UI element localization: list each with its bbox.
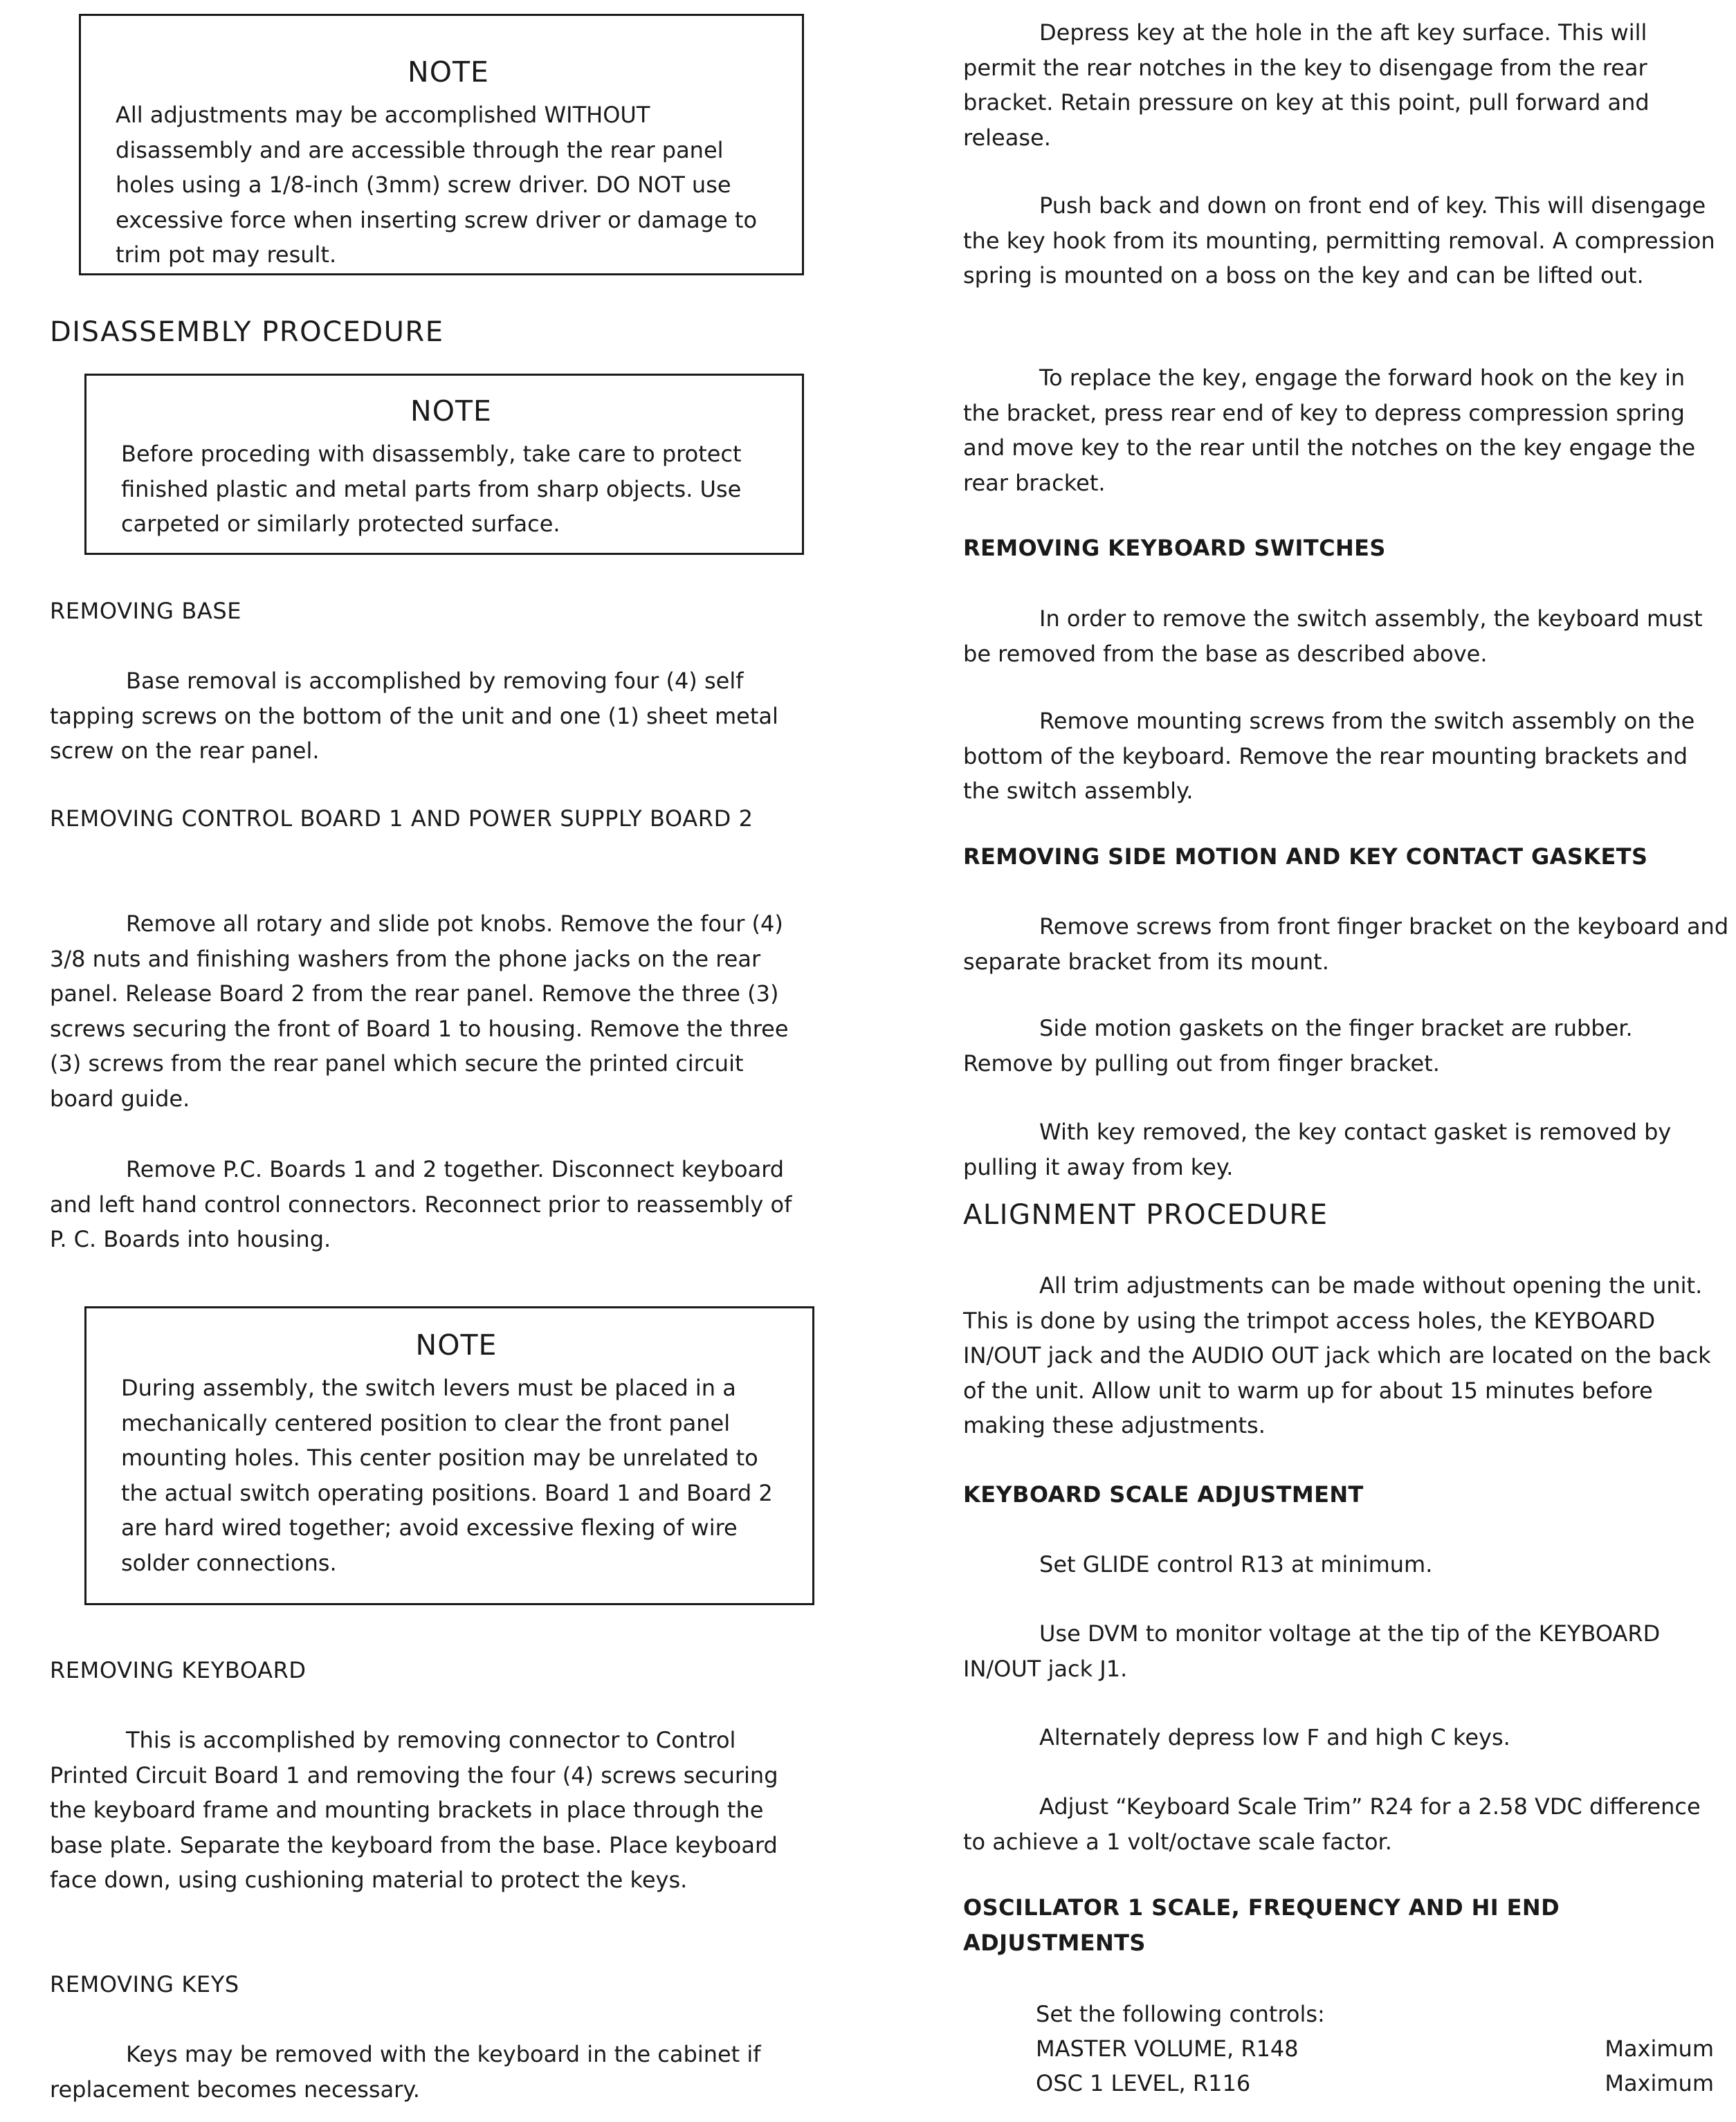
paragraph-push-back-key: Push back and down on front end of key. This will disengage the key hook from its mounting, permitting removal. A compression spring is mounted on a boss on the key and can be lifted out. [963,192,1715,289]
subheading-removing-base: REMOVING BASE [50,598,242,624]
controls-intro: Set the following controls: [1036,2001,1325,2027]
paragraph-replace-key: To replace the key, engage the forward hook on the key in the bracket, press rear end of key to depress compression spring and move key to the rear until the notches on the key engage the rear bracket. [963,365,1696,496]
section-heading-alignment: ALIGNMENT PROCEDURE [963,1199,1328,1231]
subheading-removing-control-board: REMOVING CONTROL BOARD 1 AND POWER SUPPLY BOARD 2 [50,805,753,832]
note-box-protection [84,374,804,555]
subheading-removing-keys: REMOVING KEYS [50,1971,239,1997]
subheading-removing-gaskets: REMOVING SIDE MOTION AND KEY CONTACT GASKETS [963,843,1648,870]
paragraph-key-contact-gasket: With key removed, the key contact gasket is removed by pulling it away from key. [963,1119,1672,1180]
paragraph-side-motion-gaskets: Side motion gaskets on the finger bracket are rubber. Remove by pulling out from finger bracket. [963,1015,1633,1077]
paragraph-adjust-scale-trim: Adjust “Keyboard Scale Trim” R24 for a 2.58 VDC difference to achieve a 1 volt/octave scale factor. [963,1793,1701,1855]
paragraph-finger-bracket: Remove screws from front finger bracket on the keyboard and separate bracket from its mount. [963,913,1729,975]
subheading-keyboard-scale-adjustment: KEYBOARD SCALE ADJUSTMENT [963,1481,1364,1508]
paragraph-control-board-removal: Remove all rotary and slide pot knobs. Remove the four (4) 3/8 nuts and finishing washers from the phone jacks on the rear panel. Release Board 2 from the rear panel. Remove the three (3) screws securing the front of Board 1 to housing. Remove the three (3) screws from the rear panel which secure the printed circuit board guide. [50,911,789,1112]
control-row [1036,2032,1714,2065]
section-heading-disassembly: DISASSEMBLY PROCEDURE [50,316,444,348]
note-title: NOTE [410,394,492,428]
paragraph-pc-boards-removal: Remove P.C. Boards 1 and 2 together. Disconnect keyboard and left hand control connectors. Reconnect prior to reassembly of P. C. Boards into housing. [50,1156,792,1253]
paragraph-use-dvm: Use DVM to monitor voltage at the tip of the KEYBOARD IN/OUT jack J1. [963,1620,1661,1682]
control-name: MASTER VOLUME, R148 [1036,2036,1299,2062]
paragraph-depress-key: Depress key at the hole in the aft key surface. This will permit the rear notches in the key to disengage from the rear bracket. Retain pressure on key at this point, pull forward and release. [963,19,1650,151]
note-body: All adjustments may be accomplished WITHOUT disassembly and are accessible through the rear panel holes using a 1/8-inch (3mm) screw driver. DO NOT use excessive force when inserting screw driver or damage to trim pot may result. [116,102,758,268]
paragraph-base-removal: Base removal is accomplished by removing four (4) self tapping screws on the bottom of the unit and one (1) sheet metal screw on the rear panel. [50,668,778,765]
note-title: NOTE [415,1328,497,1362]
paragraph-set-glide: Set GLIDE control R13 at minimum. [1039,1551,1433,1577]
note-body: Before proceding with disassembly, take care to protect finished plastic and metal parts from sharp objects. Use carpeted or similarly protected surface. [121,441,742,538]
paragraph-keys-removal: Keys may be removed with the keyboard in the cabinet if replacement becomes necessary. [50,2041,761,2103]
paragraph-keyboard-removal: This is accomplished by removing connector to Control Printed Circuit Board 1 and removing the four (4) screws securing the keyboard frame and mounting brackets in place through the base plate. Separate the keyboard from the base. Place keyboard face down, using cushioning material to protect the keys. [50,1727,778,1894]
note-title: NOTE [408,55,489,89]
control-name: OSC 1 LEVEL, R116 [1036,2070,1251,2096]
note-box-adjustments [79,14,804,275]
note-box-switch-levers [84,1306,814,1605]
paragraph-mounting-screws: Remove mounting screws from the switch assembly on the bottom of the keyboard. Remove the rear mounting brackets and the switch assembly. [963,708,1695,805]
paragraph-depress-keys: Alternately depress low F and high C keys. [1039,1724,1510,1750]
note-body: During assembly, the switch levers must be placed in a mechanically centered position to clear the front panel mounting holes. This center position may be unrelated to the actual switch operating positions. Board 1 and Board 2 are hard wired together; avoid excessive flexing of wire solder connections. [121,1375,773,1576]
subheading-removing-keyboard-switches: REMOVING KEYBOARD SWITCHES [963,535,1386,561]
paragraph-trim-adjustments: All trim adjustments can be made without opening the unit. This is done by using the trimpot access holes, the KEYBOARD IN/OUT jack and the AUDIO OUT jack which are located on the back of the unit. Allow unit to warm up for about 15 minutes before making these adjustments. [963,1272,1711,1439]
control-row [1036,2067,1714,2100]
subheading-removing-keyboard: REMOVING KEYBOARD [50,1657,307,1683]
paragraph-switch-assembly: In order to remove the switch assembly, the keyboard must be removed from the base as described above. [963,605,1703,667]
control-value: Maximum [1605,2036,1714,2062]
control-value: Maximum [1605,2070,1714,2096]
subheading-oscillator-1-adjustments: OSCILLATOR 1 SCALE, FREQUENCY AND HI END ADJUSTMENTS [963,1894,1560,1956]
